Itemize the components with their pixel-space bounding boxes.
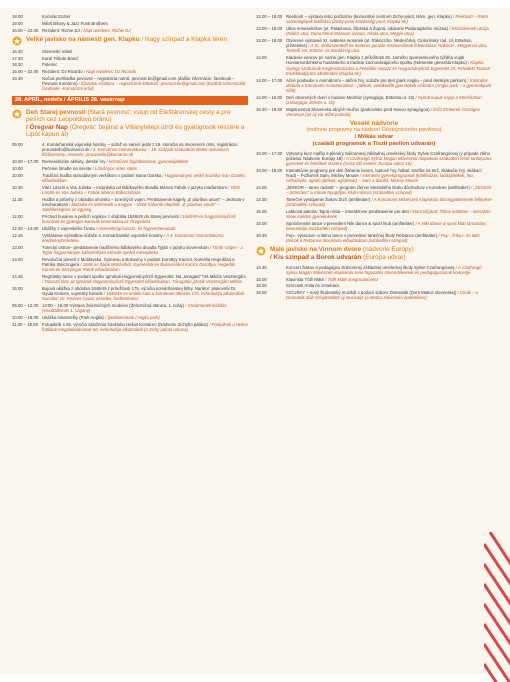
- entry-translation: / 1848-as dalok Moldvából, Gyimesből és Bukovinából Kaczor Dorottya, Hegedűs Kornél és Steczinger Patrik előadásában: [42, 261, 236, 273]
- program-entry: [12, 315, 248, 320]
- entry-details: [286, 151, 492, 167]
- program-entry: [12, 76, 248, 92]
- entry-details: [42, 197, 248, 213]
- program-entry: [12, 56, 248, 61]
- entry-time: 17.30: [12, 55, 23, 61]
- entry-details: [286, 265, 492, 275]
- entry-translation: / Napi rezidens: DJ Ricardo: [83, 69, 137, 75]
- program-entry: [12, 303, 248, 313]
- venue-subtitle: (nádvorie Európy): [362, 246, 414, 254]
- entry-details: [42, 274, 248, 284]
- venue-title-hu: / Óregvár Nap: [26, 123, 68, 131]
- entry-translation: / Kézművesek utcája (Nádor utca, Duna Menti Múzeum udvara, Iskola utca, Megye utca): [286, 26, 489, 37]
- entry-details: [286, 185, 492, 195]
- program-entry: [256, 197, 492, 207]
- entry-time: 12.30 – 14.00: [12, 225, 39, 231]
- entry-translation: / Vitéz László és Vas Juliska – Fabók Mancsi Bábszínháza: [42, 184, 241, 195]
- entry-translation: / Mancsőrjárat: Titkos küldetés – interaktív show minden gyerekeknek: [286, 209, 491, 220]
- entry-time: 16.30 – 19.00: [256, 106, 283, 112]
- venue-title: Veľké javisko na námestí gen. Klapku: [26, 35, 140, 43]
- entry-translation: / Honvédségi huszár- és fegyverbemutató: [95, 225, 176, 231]
- entry-time: 14.30: [256, 264, 267, 270]
- entry-time: 14.00: [256, 185, 267, 191]
- left-column: [12, 14, 248, 334]
- entry-details: [42, 322, 248, 332]
- venue-title-block: [26, 109, 248, 139]
- program-entry: [256, 26, 492, 36]
- program-entry: [256, 14, 492, 24]
- entry-time: 09.00: [12, 141, 23, 147]
- entry-text: „SENIOR – tanec radosti" – program členov Mestského klubu dôchodcov v Komárne (amfiteáter): [286, 185, 470, 191]
- program-entry: [12, 257, 248, 273]
- entry-time: 16.45: [256, 233, 267, 239]
- program-entry: [12, 62, 248, 67]
- program-entry: [12, 226, 248, 231]
- program-entry: [12, 214, 248, 224]
- program-entry: [12, 142, 248, 158]
- entry-details: [42, 226, 248, 231]
- entry-time: 10.30: [12, 184, 23, 190]
- entry-text: Vyhlásenie výsledkov súťaže 4. Komárňanské vojenské hostiny: [42, 232, 163, 238]
- entry-translation: / Muzsika és történetek a magyar – török háborúk idejéből. „E pluribus unum" – Sokféleségben az egység: [42, 201, 220, 213]
- program-entry: [256, 290, 492, 300]
- entry-text: Koncert žiakov a pedagógov Súkromnej základnej umeleckej školy Sylvie Czafrangóovej: [286, 264, 455, 270]
- entry-time: 16.00: [256, 221, 267, 227]
- entry-text: Labková patrola: Tajná misia – interaktívne predstavenie pre deti: [286, 209, 409, 215]
- entry-details: [286, 38, 492, 54]
- entry-time: 15.00: [256, 209, 267, 215]
- entry-time: 18.00: [256, 283, 267, 289]
- program-entry: [256, 107, 492, 117]
- entry-details: [286, 209, 492, 219]
- entry-translation: / Éjszakai erődtúra – regisztráció kötelező: pevnost.kn@gmail.com (további információk: facebook –Komáromi erőd): [42, 81, 247, 92]
- venue-header: [12, 109, 248, 139]
- entry-text: Pop-, výrazové- a latino tance v prevedení tanečnej školy ReDance (amfiteáter): [286, 233, 438, 239]
- venue-title: Malé javisko na Vinnom dvore: [270, 246, 362, 254]
- entry-translation: / Toborzó tánc az Igmándi Hagyományőrző Egyesület előadásában. Tárogatón játszik Vesztergám Miklós: [42, 279, 243, 285]
- entry-text: Reeboot! – výstava retro počítačov (komunitné centrum Zichy-point, Nám. gen. Klapku): [286, 14, 452, 19]
- entry-text: Majstrovstvá Slovenska silných mužov (parkovisko pred Novou synagógou): [286, 106, 430, 112]
- entry-translation: / Lótványos rétes sütés: [92, 165, 137, 171]
- entry-time: 13.00 – 18.00: [256, 38, 283, 43]
- entry-details: [286, 221, 492, 231]
- entry-translation: / Kalandos délután a Komáromi Animátorokkal – játékok, vetélkedők gyermekek számára (Anglia park – a gyermekpark előtt): [286, 77, 492, 94]
- entry-text: Slovenskí rebeli: [42, 48, 73, 54]
- entry-time: 09.00 – 12.00: [12, 303, 39, 309]
- entry-text: Turecký ostrov– predstavenie tradičného bábkového divadla Tyjátr v jazyku slovenskom: [42, 244, 209, 250]
- entry-text: Revolučná pieseň z Moldavska, Gyimesu a Bukoviny v podaní Dorottyy Kaczor, Kornélia Hegedűsa a Patrika Steczingera: [42, 256, 235, 267]
- entry-text: Koral Tribute Band: [42, 55, 78, 61]
- entry-text: Deň otvorených dverí v budove Menház (synagóga, Eötvösa ul. 15): [286, 94, 415, 100]
- entry-text: Kocsiás Eszter: [42, 14, 71, 19]
- entry-time: 16.30: [12, 48, 23, 54]
- entry-translation: / A Czafrangó Sylvia Magán Művészeti Alapiskola szabadtéri festő tanfolyama gyerekek és felnőttek részére (rossz idő esetén: Európa udvar 18): [286, 155, 492, 167]
- entry-translation: / Reeboot! – Retro számítógépek kiállítása (Zichy-point Közösségi pont, Klapka tér): [286, 14, 489, 25]
- program-entry: [256, 78, 492, 94]
- entry-details: [286, 233, 492, 243]
- entry-translation: / Vasútmodell kiállítás (Vasútállomás 1. vágány): [42, 303, 227, 314]
- entry-translation: / Hagyományos verkli muzsika Ivan Gontko előadásában: [42, 172, 245, 183]
- right-column: [256, 14, 492, 302]
- venue-description: (rodinné programy na nádvorí Dôstojníckeho pavilónu): [306, 127, 442, 134]
- entry-translation: / „SENIOR – örömtánc" a Városi Nyugdíjas Klub műsora (szabadtéri színpad): [286, 185, 492, 196]
- program-entry: [256, 233, 492, 243]
- entry-details: [42, 159, 248, 164]
- entry-details: [42, 76, 248, 92]
- entry-text: Ukážky z vojenského života: [42, 225, 95, 231]
- venue-subtitle: (Stará pevnosť; vstup od Eleštárenskej cesty a pre peších cez Leopoldovú bránu): [26, 108, 231, 124]
- entry-details: [286, 197, 492, 207]
- entry-details: [286, 78, 492, 94]
- entry-details: [286, 283, 492, 288]
- entry-text: Tradičná hudba starodávnym verklikom v podaní Ivana Gontka: [42, 172, 162, 178]
- entry-time: 19.00: [12, 20, 23, 26]
- entry-translation: / A Niki dance & sport klub társastánc bemutatója (szabadtéri színpad): [286, 221, 487, 232]
- program-entry: [12, 14, 248, 19]
- program-entry: [12, 28, 248, 33]
- entry-time: 14.00: [256, 55, 267, 61]
- entry-time: 16.00 – 22.00: [12, 69, 39, 75]
- entry-time: 18.30: [12, 62, 23, 68]
- entry-translation: / Klapka György szobránák megkoszorúzása a Felvidéki Huszár és Hagyományőrző Egyesület 25. Felvidéki Tavaszi Emlékhadjárata alkalmából (Klapka tér): [286, 60, 491, 76]
- entry-details: [42, 28, 248, 33]
- entry-translation: / Pop-, lírikus- és latin táncok a ReDance tánciskola előadásában (szabadtéri színpad): [286, 233, 480, 244]
- entry-time: 18.00: [256, 290, 267, 296]
- venue-title-block: [26, 36, 227, 44]
- entry-translation: / 1848/49-es emlékcsata a komáromi ütközés 175. évfordulója alkalmából. Narrátor: Dr. Kedves Gyula, ezredes, hadtörténész: [42, 291, 246, 302]
- entry-details: [42, 14, 248, 19]
- program-entry: [256, 265, 492, 275]
- entry-details: [42, 315, 248, 320]
- program-entry: [12, 49, 248, 54]
- entry-translation: / Tóth Máté zongoraművész: [325, 276, 379, 282]
- venue-name-hu: / Mókás udvar: [354, 134, 394, 141]
- program-entry: [12, 159, 248, 164]
- venue-subtitle-hu: (Óregvár; bejárat a Villanytelepi útról és gyalogosok részére a Lipót kapun át): [26, 123, 245, 139]
- entry-translation: / A Komáromi Művészeti Alapiskola táncegyüttesének fellépése (szabadtéri színpad): [286, 197, 492, 208]
- entry-details: [286, 14, 492, 24]
- entry-translation: / kézműves foglalkozások, gyermekjátékok: [106, 159, 189, 165]
- entry-text: Regrútsky tanec v podaní spolku Igmándi Hagyományőrző Egyesület. Na „tarogató" hrá Miklós Vesztergám: [42, 273, 246, 279]
- day-banner: 28. APRÍL, nedeľa / ÁPRILIS 28. vasárnap: [12, 96, 248, 105]
- venue-header: [256, 246, 492, 261]
- entry-text: Výtvarný kurz maľby a plenéry Súkromnej základnej umeleckej školy Sylvie Czafrangóovej (v prípade zlého počasia: Nádvorie Európy 18): [286, 150, 491, 161]
- entry-details: [286, 26, 492, 36]
- venue-title: Deň Starej pevnosti: [26, 108, 86, 116]
- program-entry: [256, 185, 492, 195]
- star-badge-icon: [12, 36, 22, 46]
- entry-details: [42, 21, 248, 26]
- entry-time: 10.00: [12, 172, 23, 178]
- entry-time: 15.00: [12, 285, 23, 291]
- entry-text: CICUŠKY – nový študentský muzikál v podaní súboru Dramaták (Dom Matice slovenskej): [286, 290, 457, 296]
- entry-time: 18.00: [12, 14, 23, 19]
- entry-text: Ukážka lokostrelby (Park Anglia): [42, 315, 104, 321]
- entry-details: [42, 62, 248, 67]
- entry-translation: / Íjászbemutató (Anglia park): [105, 315, 160, 321]
- entry-time: 12.00 – 18.00: [256, 14, 283, 19]
- entry-text: Tanečné vystúpenie žiakov ZUŠ (amfiteáter): [286, 197, 371, 203]
- entry-text: Nočná prehliadka pevnosti – registrácia nutná: pevnost.kn@gmail.com (ďalšie informácie: facebook – Pevnost Komárno): [42, 75, 235, 87]
- entry-details: [42, 245, 248, 255]
- entry-text: Hudba a príbehy z obdobia uhorsko – tureckých vojen. Predstavenie kapely „E pluribus unum" – Jednota v mnohorakosti: [42, 196, 245, 207]
- entry-text: Interaktívne programy pre deti (fahanie lanom, loptové hry, futbal, streľba na terč, skákačie hry, skákací hrad) – Požiarník Sam, Mickey Mouse: [286, 167, 482, 179]
- entry-details: [42, 286, 248, 302]
- entry-time: 10.00 – 17.00: [12, 159, 39, 165]
- program-entry: [256, 38, 492, 54]
- entry-translation: / A Czafrangó Sylvia Magán Művészeti Alapiskola zene tagozatos növendékeinek és pedagógusainak koncertje: [286, 264, 482, 275]
- venue-heading-centered: [256, 120, 492, 147]
- entry-translation: / Török sziget – a Tyjátr hagyományos bábszínháza szlovák nyelvű mesejátéka: [42, 244, 243, 255]
- entry-time: 14.00: [12, 256, 23, 262]
- entry-time: 14.00 – 17.00: [256, 77, 283, 83]
- entry-translation: / A 4. Komáromi Ostromlakoma eredményhirdetése: [42, 232, 224, 243]
- entry-details: [42, 56, 248, 61]
- entry-details: [42, 166, 248, 171]
- entry-text: Rezident: Richie DJ: [42, 27, 80, 33]
- entry-text: Pečenie štrudle na mieste: [42, 165, 92, 171]
- entry-details: [286, 55, 492, 76]
- entry-details: [42, 303, 248, 313]
- entry-details: [42, 173, 248, 183]
- entry-translation: / Cicák – a Dramaták diák színjátszókör új musicalje (a Matica slovenská épületében): [286, 290, 478, 301]
- program-entry: [12, 245, 248, 255]
- program-entry: [12, 185, 248, 195]
- entry-text: Bojová ukážka z obdobia 1848/49 z príležitosti 175. výročia komárňanskej bitky. Narátor: plukovník Dr. Gyula Kedves, vojenský historik: [42, 285, 237, 297]
- entry-details: [42, 49, 248, 54]
- entry-details: [286, 277, 492, 282]
- entry-text: Kladenie vencov pri soche gen. Klapku z príležitosti 25. Jarného spomienkového týždňa vojak Honvamoráchkeho husárskeho a tradície zachovávajúceho spolku (Námestie generála Klapku): [286, 55, 467, 66]
- entry-time: 14.30: [256, 197, 267, 203]
- entry-translation: / Napi rezidens: Richie DJ: [80, 27, 131, 33]
- entry-time: 10.00: [12, 165, 23, 171]
- program-entry: [12, 233, 248, 243]
- program-entry: [12, 274, 248, 284]
- program-entry: [256, 277, 492, 282]
- entry-text: Rezident: DJ Ricardo: [42, 69, 83, 75]
- entry-time: 16.00: [256, 276, 267, 282]
- venue-header: [12, 36, 248, 46]
- venue-title-hu: / Kis színpad a Borok udvarán: [270, 254, 362, 262]
- program-entry: [256, 95, 492, 105]
- entry-text: Ulica remeselníkov (ul. Palatinova, Školská a Župná, nádvorie Podunajského múzea): [286, 26, 448, 31]
- entry-text: Polemic: [42, 62, 58, 68]
- venue-name: Veselé nádvorie: [349, 120, 399, 128]
- entry-time: 13.00 – 19.00: [256, 26, 283, 31]
- entry-text: Spoločenské tance v prevedení Niki dance & sport klub (amfiteáter): [286, 221, 415, 227]
- program-entry: [256, 55, 492, 76]
- entry-time: 19.30: [12, 75, 23, 81]
- entry-details: [42, 214, 248, 224]
- program-entry: [12, 197, 248, 213]
- decorative-stripes: [484, 532, 510, 682]
- program-entry: [256, 283, 492, 288]
- program-entry: [12, 166, 248, 171]
- venue-subtitle: / Nagy színpad a Klapka téren: [141, 35, 228, 43]
- entry-time: 10.00 – 17.00: [256, 150, 283, 156]
- entry-time: 13.00: [12, 244, 23, 250]
- entry-time: 14.00 – 16.00: [256, 94, 283, 100]
- entry-time: 16.00 – 22.00: [12, 27, 39, 33]
- program-entry: [12, 286, 248, 302]
- entry-text: Príchod husárov a peších vojakov z obdobia 1848/49 do Starej pevnosti: [42, 213, 179, 219]
- entry-text: Vitéz László a Vas Juliska – rozprávka od Bábkového divadla Mancsi Fabók v jazyku maďarskom: [42, 184, 227, 190]
- torn-edge-top: [0, 0, 510, 8]
- entry-details: [286, 107, 492, 117]
- star-badge-icon: [12, 109, 22, 119]
- entry-text: 13:00 – 18.00 Výstava železničných modelov (Železničná stanica, 1. koľaj): [42, 303, 184, 309]
- program-entry: [12, 69, 248, 74]
- entry-text: Remeselnícke aktivity, detské hry: [42, 159, 106, 165]
- entry-details: [42, 185, 248, 195]
- star-badge-icon: [256, 246, 266, 256]
- program-entry: [12, 173, 248, 183]
- entry-details: [42, 257, 248, 273]
- entry-translation: / 1848/49-es hagyományőrző huszárok és gyalogos katonák bevonulása az Óregvárba: [42, 213, 236, 225]
- entry-translation: / Nyitott kapuk napja a Menházban (zsinagóga, Eötvös u. 15): [286, 94, 482, 106]
- entry-details: [286, 95, 492, 105]
- program-entry: [12, 21, 248, 26]
- entry-time: 10.00 – 18.00: [256, 167, 283, 173]
- entry-time: 12.00: [12, 213, 23, 219]
- program-entry: [256, 168, 492, 184]
- entry-text: Szvrcsek Anita és zenekara: [286, 283, 339, 289]
- program-entry: [256, 209, 492, 219]
- entry-details: [42, 142, 248, 158]
- entry-text: Miloš Bihary & Jazz Funk Brothers: [42, 20, 108, 26]
- entry-time: 11.30: [12, 196, 23, 202]
- entry-translation: / A XI. motorszentelő és motoros gurulás résztvevőinek felvonulása: Rákóczi-, Megyercsi utca, Temető sor, Eötvös- és Bordázsig utca: [286, 43, 488, 54]
- entry-text: Otvorené výstavné XI. svätenia motoriek (ul. Rákócziho, Mederčská, Cintorínsky rad, Ul. Eötvösa, prístelstva): [286, 38, 472, 49]
- entry-translation: / Interaktív gyerekprogramok (kötélhúzás, labdajátékok, foci, célbalövés, ugráló játékok, ugrálóvár) – Sam a tűzoltó, Mickey Mouse: [286, 173, 475, 184]
- program-entry: [256, 221, 492, 231]
- entry-time: 10.00 – 18.00: [12, 315, 39, 321]
- entry-details: [42, 69, 248, 74]
- program-entry: [12, 322, 248, 332]
- entry-text: Ačné poobedie s Animátormi – akčné hry, súťaže pre deti (park Anglia – pred detským parkom): [286, 77, 467, 83]
- entry-details: [42, 233, 248, 243]
- entry-time: 14.45: [12, 273, 23, 279]
- entry-text: Fotopiknik s 66. výročia založenia fotoklubu Helios Komárno (Nádvorie Zichyho paláca): [42, 321, 208, 327]
- program-entry: [256, 151, 492, 167]
- entry-time: 12.45: [12, 232, 23, 238]
- entry-translation: / 4. Komáromi Ostromlakoma – 19. századi szabadtűzi ételek nyitványos főzőverseny, nevezés: procastello@komarno.sk: [42, 147, 229, 158]
- entry-text: 4. Komárňanská vojenská hostiny – súťaž vo varení jedál z 19. storočia na otvorenom ohni, registrácia: procastello@komarno.sk: [42, 141, 238, 153]
- entry-translation: / Fotópiknik a Helios fotóklub megalakulásának 66. évfordulója alkalmából (a Zichy palota udvara): [42, 321, 248, 333]
- venue-title-block: [270, 246, 414, 261]
- entry-details: [286, 290, 492, 300]
- entry-details: [286, 168, 492, 184]
- entry-time: 11.00 – 18.00: [12, 321, 38, 327]
- entry-translation: / Erős Emberek Országos Versenye (az Új vár előtti parkoló): [286, 106, 480, 118]
- venue-subtitle-hu: (Európa udvar): [363, 254, 406, 262]
- entry-text: Klaviristа Tóth Máté: [286, 276, 324, 282]
- venue-description-hu: (családi programok a Tiszti pavilon udvarán): [312, 140, 436, 147]
- torn-edge-bottom: [0, 674, 510, 682]
